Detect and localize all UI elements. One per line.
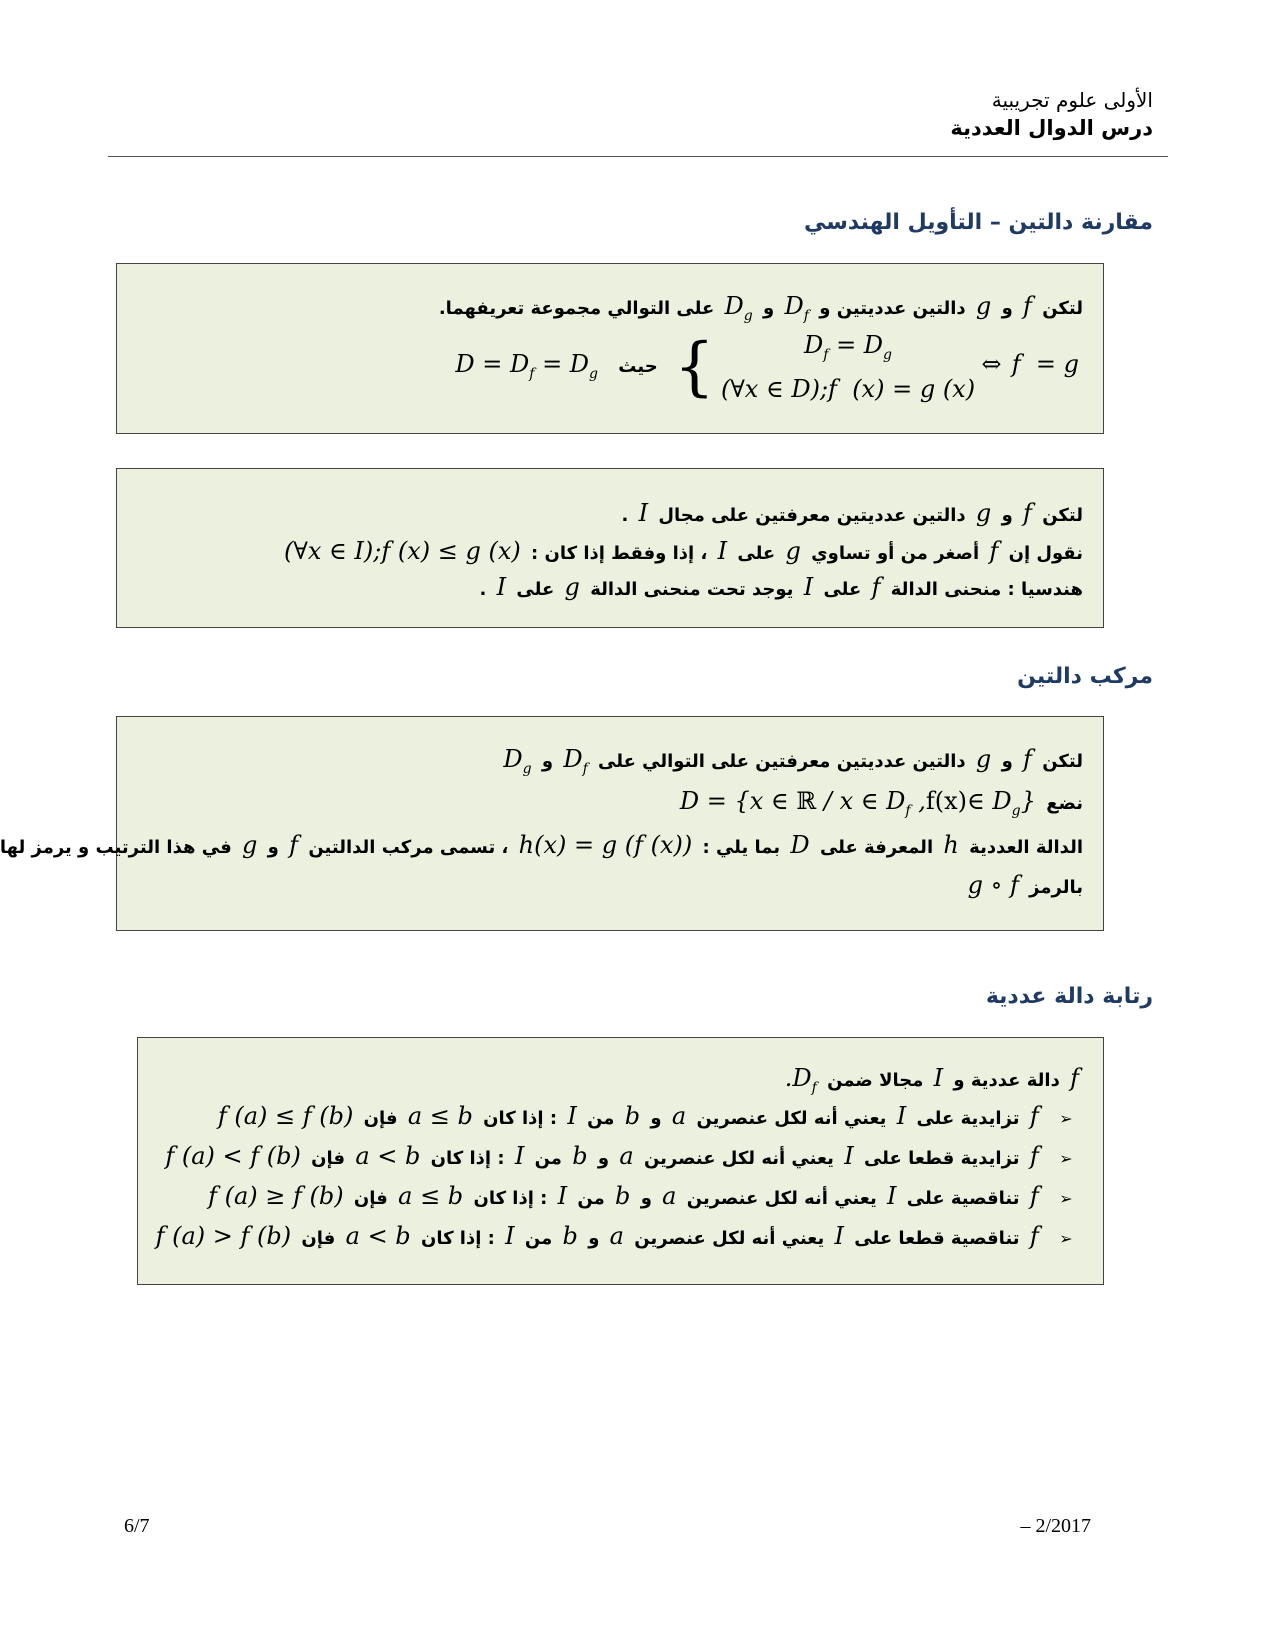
text: : إذا كان	[420, 1228, 495, 1249]
text: بما يلي :	[702, 837, 781, 858]
text: نقول إن	[1008, 543, 1083, 564]
text: هندسيا : منحنى الدالة	[890, 579, 1083, 600]
text: على	[516, 579, 555, 600]
text: يعني أنه لكل عنصرين	[634, 1228, 825, 1249]
math-I: I	[896, 1102, 907, 1130]
math-condition: a < b	[345, 1222, 411, 1250]
math-I: I	[505, 1222, 515, 1250]
header	[950, 88, 1153, 140]
text: دالتين عدديتين معرفتين على التوالي على	[598, 751, 966, 772]
math-condition: a ≤ b	[407, 1102, 473, 1130]
math-I: I	[803, 573, 814, 601]
math-f-eq-g: f = g	[1011, 349, 1079, 378]
text: أصغر من أو تساوي	[811, 543, 980, 564]
math-g: g	[785, 537, 801, 565]
math-df: $D_f$	[563, 745, 588, 777]
text: لتكن	[1042, 751, 1083, 772]
math-f: f	[1029, 1142, 1039, 1170]
header-lesson-title: درس الدوال العددية	[950, 116, 1153, 140]
math-f: f	[1023, 292, 1032, 320]
text: في هذا الترتيب و يرمز لها	[0, 837, 232, 858]
box2-line3	[480, 573, 1083, 601]
text: تزايدية قطعا على	[863, 1148, 1020, 1169]
box3-line3	[0, 831, 1083, 859]
text: من	[524, 1228, 553, 1249]
math-dg: $D_g$	[724, 292, 753, 324]
system-line-2: (∀x ∈ D);f (x) = g (x)	[720, 374, 976, 403]
text: تناقصية على	[906, 1188, 1020, 1209]
math-I: I	[933, 1064, 944, 1092]
text: و	[588, 1228, 600, 1249]
math-h-def: h(x) = g (f (x))	[518, 831, 693, 859]
box1-equation	[451, 328, 1083, 406]
math-a: a	[671, 1102, 687, 1130]
text: .	[621, 505, 629, 526]
math-I: I	[557, 1182, 568, 1210]
iff-symbol: ⇔	[981, 349, 1002, 378]
text: بالرمز	[1029, 877, 1083, 898]
list-item	[214, 1102, 1083, 1130]
math-D: D	[790, 831, 810, 859]
bullet-icon: ➢	[1059, 1109, 1073, 1128]
header-level: الأولى علوم تجريبية	[991, 88, 1153, 112]
text: فإن	[363, 1108, 398, 1129]
box4-intro	[781, 1064, 1083, 1096]
text: الدالة العددية	[969, 837, 1083, 858]
box-composition	[0, 716, 1104, 931]
text-where: حيث	[618, 355, 658, 377]
math-a: a	[609, 1222, 624, 1250]
math-conclusion: f (a) < f (b)	[165, 1142, 301, 1170]
math-g: g	[975, 745, 992, 773]
text: فإن	[353, 1188, 388, 1209]
system-line-1: $D_f = D_g$	[804, 331, 893, 363]
text: من	[577, 1188, 605, 1209]
math-f: f	[871, 573, 881, 601]
text: و	[267, 837, 279, 858]
math-a: a	[662, 1182, 677, 1210]
math-I: I	[834, 1222, 844, 1250]
text: و	[541, 751, 554, 772]
math-f: f	[1023, 499, 1032, 527]
text: : إذا كان	[473, 1188, 548, 1209]
math-g: g	[975, 292, 992, 320]
footer-date: – 2/2017	[1020, 1515, 1091, 1537]
text: على	[737, 543, 776, 564]
math-I: I	[844, 1142, 854, 1170]
text: يعني أنه لكل عنصرين	[686, 1188, 877, 1209]
text: و	[650, 1108, 662, 1129]
list-item	[161, 1142, 1083, 1170]
text: و	[1001, 505, 1013, 526]
math-I: I	[887, 1182, 897, 1210]
text: و	[1001, 751, 1013, 772]
math-g: g	[975, 499, 992, 527]
text: يعني أنه لكل عنصرين	[696, 1108, 887, 1129]
math-f: f	[289, 831, 299, 859]
math-d-set: D = {x ∈ ℝ / x ∈ $D_f$ ,f(x)∈ $D_g$}	[679, 787, 1036, 819]
list-item	[152, 1222, 1083, 1250]
box1-line1	[439, 292, 1083, 324]
text: : إذا كان	[483, 1108, 558, 1129]
section-title-compose: مركب دالتين	[1017, 664, 1153, 689]
math-b: b	[624, 1102, 641, 1130]
box3-line2	[676, 787, 1083, 819]
text: يعني أنه لكل عنصرين	[643, 1148, 834, 1169]
system-of-conditions	[674, 328, 975, 406]
math-h: h	[943, 831, 959, 859]
text: على	[823, 579, 862, 600]
math-I: I	[717, 537, 728, 565]
text: المعرفة على	[819, 837, 934, 858]
math-conclusion: f (a) ≥ f (b)	[208, 1182, 344, 1210]
brace: {	[673, 329, 715, 404]
box-equality	[116, 263, 1104, 434]
math-a: a	[619, 1142, 634, 1170]
math-condition: a ≤ b	[398, 1182, 464, 1210]
math-g: g	[242, 831, 258, 859]
box2-line1	[621, 499, 1083, 527]
text: من	[534, 1148, 562, 1169]
math-f: f	[1029, 1182, 1039, 1210]
text: ، إذا وفقط إذا كان :	[531, 543, 708, 564]
math-f: f	[1070, 1064, 1079, 1092]
math-I: I	[514, 1142, 525, 1170]
text: نضع	[1046, 793, 1083, 814]
bullet-icon: ➢	[1059, 1149, 1073, 1168]
math-dg: $D_g$	[503, 745, 532, 777]
math-f: f	[1029, 1102, 1039, 1130]
section-title-monotonic: رتابة دالة عددية	[985, 984, 1153, 1009]
math-conclusion: f (a) ≤ f (b)	[217, 1102, 354, 1130]
math-d-def: $D = D_f = D_g$	[455, 349, 599, 382]
bullet-icon: ➢	[1059, 1189, 1073, 1208]
math-I: I	[638, 499, 649, 527]
text: و	[640, 1188, 652, 1209]
text: فإن	[301, 1228, 336, 1249]
math-f: f	[989, 537, 999, 565]
box3-line1	[499, 745, 1083, 777]
text: على التوالي مجموعة تعريفهما.	[438, 298, 715, 319]
math-I: I	[567, 1102, 577, 1130]
text: دالتين عدديتين و	[819, 298, 966, 319]
text: .	[479, 579, 487, 600]
math-inequality: (∀x ∈ I);f (x) ≤ g (x)	[283, 537, 521, 565]
text: فإن	[311, 1148, 346, 1169]
box-monotonicity	[137, 1037, 1104, 1285]
math-composition: g ∘ f	[967, 871, 1019, 899]
math-df: $.D_f$	[784, 1064, 817, 1096]
math-b: b	[562, 1222, 578, 1250]
text: لتكن	[1042, 505, 1083, 526]
list-item	[204, 1182, 1083, 1210]
text: دالتين عدديتين معرفتين على مجال	[658, 505, 966, 526]
footer-page-number: 6/7	[124, 1515, 150, 1537]
text: و	[1001, 298, 1013, 319]
header-divider	[108, 156, 1168, 157]
math-f: f	[1029, 1222, 1039, 1250]
section-title-compare: مقارنة دالتين – التأويل الهندسي	[804, 210, 1153, 235]
math-b: b	[615, 1182, 631, 1210]
text: و	[763, 298, 775, 319]
text: ، تسمى مركب الدالتين	[308, 837, 509, 858]
text: لتكن	[1042, 298, 1083, 319]
system-lines	[721, 328, 975, 406]
math-I: I	[496, 573, 507, 601]
bullet-icon: ➢	[1059, 1229, 1073, 1248]
text: دالة عددية و	[953, 1070, 1060, 1091]
text: تناقصية قطعا على	[854, 1228, 1020, 1249]
text: و	[597, 1148, 610, 1169]
text: تزايدية على	[916, 1108, 1020, 1129]
math-f: f	[1023, 745, 1032, 773]
math-df: $D_f$	[784, 292, 809, 324]
box-inequality	[116, 468, 1104, 628]
math-b: b	[572, 1142, 588, 1170]
text: يوجد تحت منحنى الدالة	[590, 579, 794, 600]
box3-line4	[964, 871, 1083, 899]
box2-line2	[280, 537, 1083, 565]
math-g: g	[564, 573, 580, 601]
text: : إذا كان	[430, 1148, 505, 1169]
text: مجالا ضمن	[827, 1070, 924, 1091]
text: من	[587, 1108, 615, 1129]
math-conclusion: f (a) > f (b)	[155, 1222, 292, 1250]
math-condition: a < b	[355, 1142, 421, 1170]
